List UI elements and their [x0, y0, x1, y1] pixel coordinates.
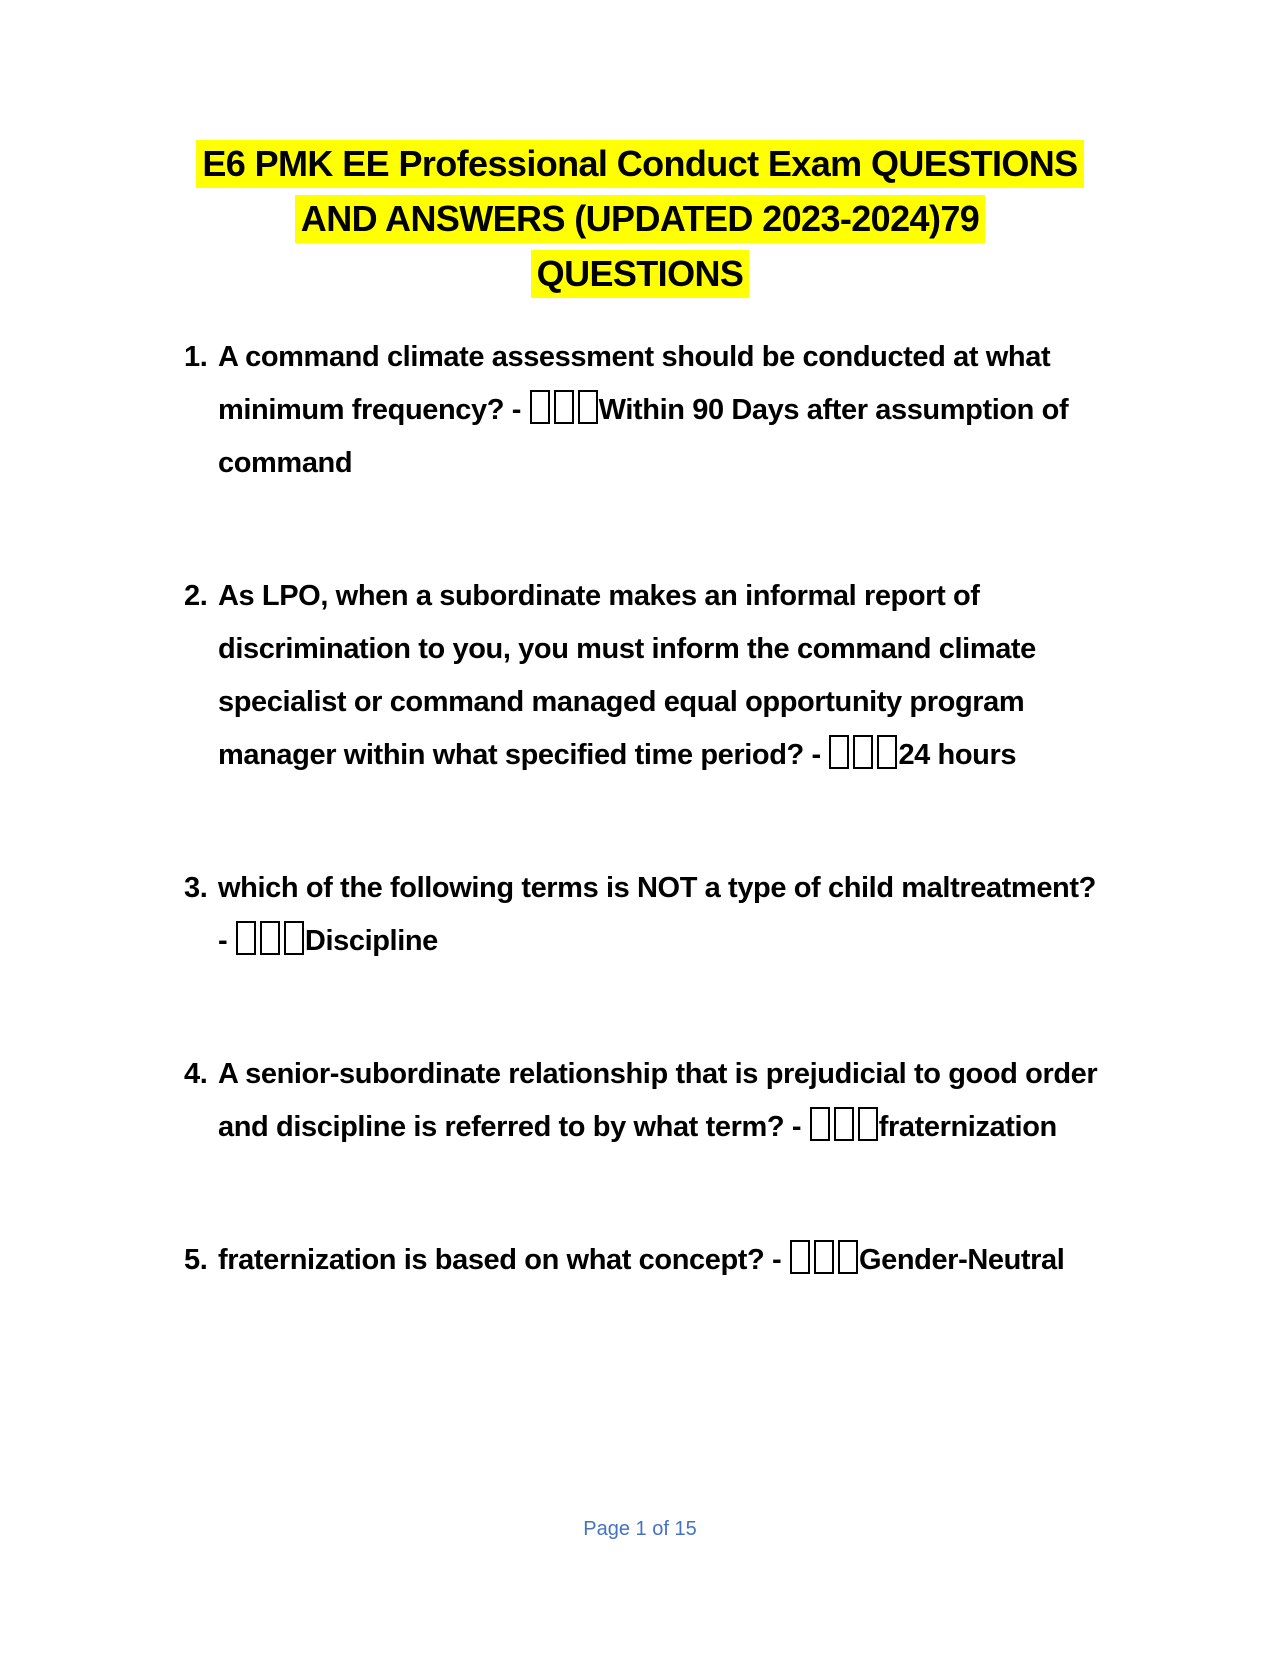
missing-glyph-boxes [789, 1244, 859, 1276]
question-item-2 [178, 570, 1098, 782]
question-number: 3. [184, 872, 208, 904]
missing-glyph-box-icon [829, 735, 849, 769]
answer-separator: - [504, 394, 529, 426]
answer-text: Gender-Neutral [858, 1244, 1065, 1276]
page-content [178, 136, 1102, 1367]
question-number: 2. [184, 580, 208, 612]
missing-glyph-box-icon [530, 390, 550, 424]
missing-glyph-box-icon [877, 735, 897, 769]
answer-separator: - [784, 1111, 809, 1143]
question-text: A senior-subordinate relationship that is prejudicial to good order and discipline is referred to by what term? [218, 1058, 1098, 1143]
question-item-5 [178, 1234, 1098, 1287]
question-number: 1. [184, 341, 208, 373]
missing-glyph-boxes [809, 1111, 879, 1143]
question-text: which of the following terms is NOT a type of child maltreatment? [218, 872, 1096, 904]
missing-glyph-box-icon [284, 921, 304, 955]
missing-glyph-boxes [828, 739, 898, 771]
title-line [178, 136, 1102, 191]
missing-glyph-box-icon [858, 1107, 878, 1141]
answer-text: Discipline [304, 925, 438, 957]
missing-glyph-boxes [529, 394, 599, 426]
page-footer [0, 1518, 1280, 1541]
question-item-4 [178, 1048, 1098, 1154]
question-item-3 [178, 862, 1098, 968]
missing-glyph-boxes [235, 925, 305, 957]
question-list [178, 331, 1098, 1287]
answer-text: 24 hours [898, 739, 1017, 771]
highlighted-title-text: QUESTIONS [531, 250, 750, 298]
missing-glyph-box-icon [790, 1240, 810, 1274]
answer-text: fraternization [878, 1111, 1057, 1143]
highlighted-title-text: AND ANSWERS (UPDATED 2023-2024)79 [295, 195, 985, 243]
question-item-1 [178, 331, 1098, 490]
missing-glyph-box-icon [834, 1107, 854, 1141]
page-number-label: Page 1 of 15 [583, 1518, 697, 1540]
question-text: As LPO, when a subordinate makes an informal report of discrimination to you, you must inform the command climate specialist or command managed equal opportunity program manager within what specified time period? [218, 580, 1036, 771]
question-body [218, 862, 1098, 968]
answer-separator: - [764, 1244, 789, 1276]
question-number: 4. [184, 1058, 208, 1090]
missing-glyph-box-icon [853, 735, 873, 769]
question-number: 5. [184, 1244, 208, 1276]
missing-glyph-box-icon [578, 390, 598, 424]
question-body [218, 331, 1098, 490]
question-text: fraternization is based on what concept? [218, 1244, 765, 1276]
missing-glyph-box-icon [814, 1240, 834, 1274]
missing-glyph-box-icon [838, 1240, 858, 1274]
title-line [178, 246, 1102, 301]
question-text: A command climate assessment should be conducted at what minimum frequency? [218, 341, 1051, 426]
missing-glyph-box-icon [810, 1107, 830, 1141]
missing-glyph-box-icon [236, 921, 256, 955]
title-line [178, 191, 1102, 246]
missing-glyph-box-icon [260, 921, 280, 955]
answer-separator: - [803, 739, 829, 771]
answer-separator: - [218, 925, 235, 957]
highlighted-title-text: E6 PMK EE Professional Conduct Exam QUESTIONS [196, 140, 1083, 188]
question-body [218, 1048, 1098, 1154]
question-body [218, 570, 1098, 782]
question-body [218, 1234, 1098, 1287]
missing-glyph-box-icon [554, 390, 574, 424]
document-title [178, 136, 1102, 301]
answer-text: Within 90 Days after assumption of command [218, 394, 1069, 479]
